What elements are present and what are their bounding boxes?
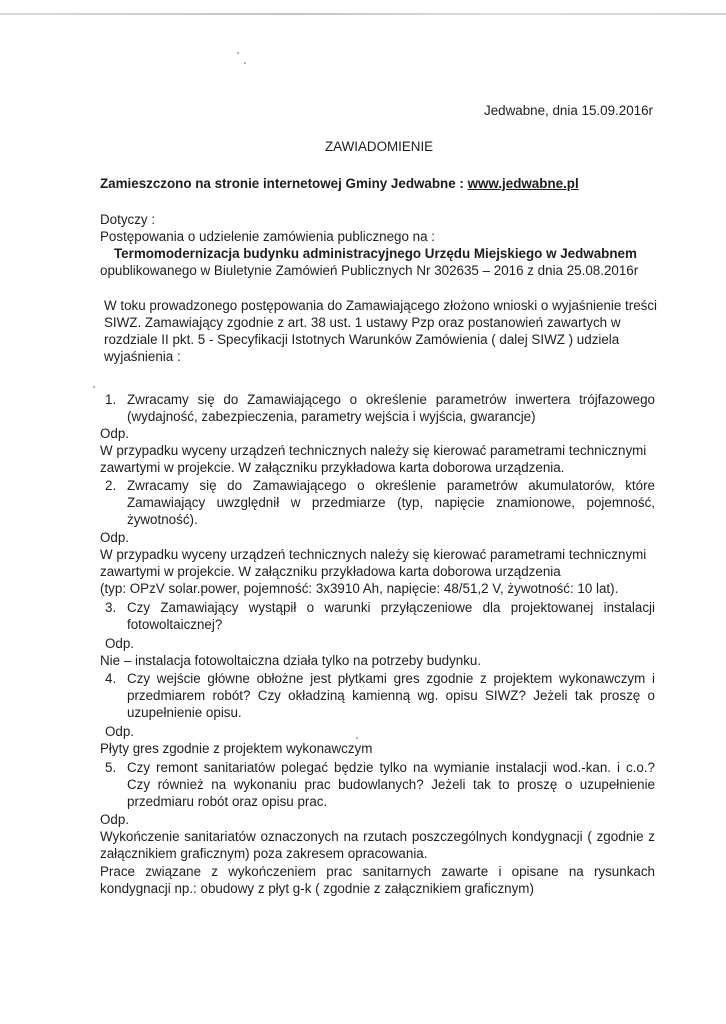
answer-line: kondygnacji np.: obudowy z płyt g-k ( zgodnie z załącznikiem graficznym) bbox=[100, 881, 534, 896]
question-line: Czy również na wykonaniu prac budowlanych? Jeżeli tak to proszę o uzupełnienie bbox=[127, 777, 655, 792]
item-number: 3. bbox=[105, 600, 117, 615]
question-line: Czy Zamawiający wystąpił o warunki przyłączeniowe dla projektowanej instalacji bbox=[127, 600, 655, 615]
answer-label: Odp. bbox=[100, 812, 130, 827]
answer-label: Odp. bbox=[100, 426, 130, 441]
intro-line: SIWZ. Zamawiający zgodnie z art. 38 ust. 1 ustawy Pzp oraz postanowień zawartych w bbox=[104, 315, 621, 330]
tender-title: Termomodernizacja budynku administracyjnego Urzędu Miejskiego w Jedwabnem bbox=[114, 246, 637, 261]
answer-label: Odp. bbox=[105, 724, 135, 739]
website-link[interactable]: www.jedwabne.pl bbox=[467, 176, 579, 191]
answer-line: W przypadku wyceny urządzeń technicznych należy się kierować parametrami technicznymi bbox=[100, 547, 647, 562]
scan-speck bbox=[237, 52, 239, 54]
question-line: uzupełnienie opisu. bbox=[127, 705, 242, 720]
document-title: ZAWIADOMIENIE bbox=[325, 139, 434, 154]
intro-line: wyjaśnienia : bbox=[104, 349, 181, 364]
answer-line: załącznikiem graficznym) poza zakresem opracowania. bbox=[100, 846, 428, 861]
published-note bbox=[100, 175, 579, 192]
question-line: fotowoltaicznej? bbox=[127, 617, 223, 632]
scan-speck bbox=[356, 737, 358, 739]
published-prefix: Zamieszczono na stronie internetowej Gminy Jedwabne : bbox=[100, 176, 468, 191]
question-line: (wydajność, zabezpieczenia, parametry wejścia i wyjścia, gwarancje) bbox=[127, 409, 536, 424]
answer-line: zawartymi w projekcie. W załączniku przykładowa karta doborowa urządzenia bbox=[100, 564, 561, 579]
answer-label: Odp. bbox=[100, 530, 130, 545]
question-line: Czy wejście główne obłożne jest płytkami gres zgodnie z projektem wykonawczym i bbox=[127, 671, 655, 686]
item-number: 2. bbox=[105, 478, 117, 493]
answer-line: W przypadku wyceny urządzeń technicznych należy się kierować parametrami technicznymi bbox=[100, 443, 647, 458]
answer-line: Prace związane z wykończeniem prac sanitarnych zawarte i opisane na rysunkach bbox=[100, 864, 655, 879]
question-line: Zwracamy się do Zamawiającego o określenie parametrów akumulatorów, które bbox=[127, 478, 655, 493]
answer-label: Odp. bbox=[105, 636, 135, 651]
question-line: przedmiaru robót oraz opisu prac. bbox=[127, 794, 328, 809]
question-line: Zwracamy się do Zamawiającego o określenie parametrów inwertera trójfazowego bbox=[127, 392, 655, 407]
scan-speck bbox=[244, 62, 246, 64]
item-number: 1. bbox=[105, 392, 117, 407]
question-line: żywotność). bbox=[127, 512, 198, 527]
subject-line: Postępowania o udzielenie zamówienia publicznego na : bbox=[100, 229, 435, 244]
subject-label: Dotyczy : bbox=[100, 212, 156, 227]
intro-line: W toku prowadzonego postępowania do Zamawiającego złożono wnioski o wyjaśnienie treści bbox=[104, 298, 658, 313]
answer-line: Nie – instalacja fotowoltaiczna działa tylko na potrzeby budynku. bbox=[100, 653, 482, 668]
answer-line: zawartymi w projekcie. W załączniku przykładowa karta doborowa urządzenia. bbox=[100, 460, 565, 475]
scan-speck bbox=[93, 386, 95, 388]
place-date: Jedwabne, dnia 15.09.2016r bbox=[484, 103, 654, 118]
answer-line: Wykończenie sanitariatów oznaczonych na rzutach poszczególnych kondygnacji ( zgodnie z bbox=[100, 829, 655, 844]
question-line: Czy remont sanitariatów polegać będzie tylko na wymianie instalacji wod.-kan. i c.o.? bbox=[127, 760, 655, 775]
scan-edge-line bbox=[0, 13, 726, 15]
question-line: przedmiarem robót? Czy okładziną kamienną wg. opisu SIWZ? Jeżeli tak proszę o bbox=[127, 688, 655, 703]
item-number: 5. bbox=[105, 760, 117, 775]
item-number: 4. bbox=[105, 671, 117, 686]
answer-line: Płyty gres zgodnie z projektem wykonawczym bbox=[100, 741, 373, 756]
question-line: Zamawiający uwzględnił w przedmiarze (typ, napięcie znamionowe, pojemność, bbox=[127, 495, 655, 510]
subject-line: opublikowanego w Biuletynie Zamówień Publicznych Nr 302635 – 2016 z dnia 25.08.2016r bbox=[100, 263, 639, 278]
answer-line: (typ: OPzV solar.power, pojemność: 3x3910 Ah, napięcie: 48/51,2 V, żywotność: 10 lat). bbox=[100, 581, 619, 596]
intro-line: rozdziale II pkt. 5 - Specyfikacji Istotnych Warunków Zamówienia ( dalej SIWZ ) udziela bbox=[104, 332, 620, 347]
